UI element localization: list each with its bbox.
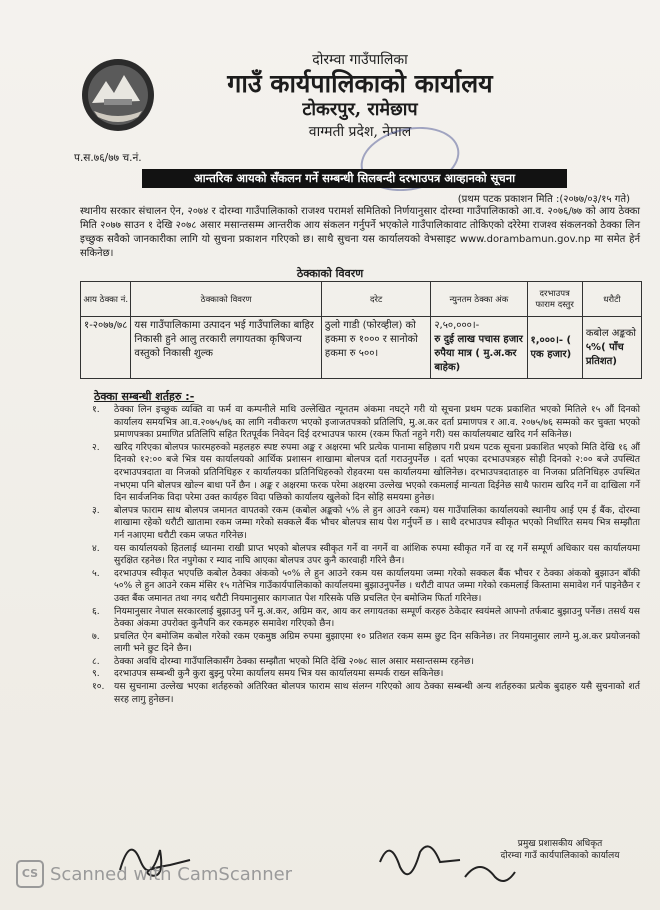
term-text: बोलपत्र फाराम साथ बोलपत्र जमानत वापतको रकम (कबोल अङ्कको ५% ले हुन आउने रकम) यस गाउँपालिका कार्यालयको स्थानीय आई एम ई बैंक, दोरम्वा शाखामा रहेको धरौटी खातामा रकम जम्मा गरेको सक्कले बैंक भौचर बोलपत्र साथ पेश गर्नुपर्ने छ । साथै दरभाउपत्र स्वीकृत भएको निर्धारित समय भित्र सम्झौता गर्न नआएमा धरौटी रकम जफत गरिनेछ। xyxy=(114,504,640,541)
signatory-title xyxy=(470,838,650,862)
term-number: ७. xyxy=(92,630,100,642)
cell-deposit xyxy=(582,317,641,379)
term-number: ४. xyxy=(92,542,100,554)
deposit-prefix: कबोल अङ्कको xyxy=(585,327,637,339)
list-item xyxy=(92,505,640,543)
term-text: यस कार्यालयको हितलाई ध्यानमा राखी प्राप्त भएको बोलपत्र स्वीकृत गर्ने वा नगर्ने वा आंशिक रुपमा स्वीकृत गर्ने वा रद्द गर्ने सम्पूर्ण अधिकार यस कार्यालयमा सुरक्षित रहनेछ। रित नपुगेका र म्याद नाघि आएका बोलपत्र उपर कुनै कारवाही गरिने छैन। xyxy=(114,542,640,567)
list-item xyxy=(92,681,640,706)
list-item xyxy=(92,668,640,681)
col-header-min-amount: न्युनतम ठेक्का अंक xyxy=(431,282,527,317)
col-header-deposit: धरौटी xyxy=(582,282,641,317)
term-number: २. xyxy=(92,441,100,453)
list-item xyxy=(92,656,640,669)
reference-number: प.स.७६/७७ च.नं. xyxy=(74,152,142,164)
term-text: दरभाउपत्र स्वीकृत भएपछि कबोल ठेक्का अंकको ५०% ले हुन आउने रकम यस कार्यालयमा जम्मा गरेको सक्कल बैंक भौचर र ठेक्का अंकको बुझाउन बाँकी ५०% ले हुन आउने रकम मंसिर १५ गतेभित्र गाउँकार्यपालिकाको कार्यालयमा बुझाउनुपर्नेछ । धरौटी वापत जम्मा गरेको रकमलाई किस्तामा समावेश गर्न पाइनेछैन र उक्त बैंक जमानत तथा नगद धरौटी नियमानुसार कागजात पेश गरिसके पछि प्रचलित ऐन बमोजिम फिर्ता गरिनेछ। xyxy=(114,567,641,604)
term-text: ठेक्का लिन इच्छुक व्यक्ति वा फर्म वा कम्पनीले माथि उल्लेखित न्यूनतम अंकमा नघट्ने गरी यो सूचना प्रथम पटक प्रकाशित भएको मितिले १५ औं दिनको कार्यालय समयभित्र आ.व.२०७५/७६ का लागि नवीकरण भएको इजाजतपत्रको प्रतिलिपि, मु.अ.कर दर्ता प्रमाणपत्र र आ.व. २०७५/७६ सम्मको कर चुक्ता भएको प्रमाणपत्रका प्रमाणित प्रतिलिपि सहित रितपूर्वक निवेदन दिई दरभाउपत्र फारम (रकम फिर्ता नहुने गरी) यस कार्यालयबाट खरिद गर्न सकिनेछ। xyxy=(114,404,640,441)
camscanner-logo-icon: CS xyxy=(16,860,44,888)
term-number: ९. xyxy=(92,668,100,680)
signatory-line1: प्रमुख प्रशासकीय अधिकृत xyxy=(517,839,603,849)
list-item xyxy=(92,442,640,505)
deposit-value: ५%( पाँच प्रतिशत) xyxy=(585,341,624,367)
term-text: खरिद गरिएका बोलपत्र फारमहरुको महलहरु स्पष्ट रुपमा अङ्क र अक्षरमा भरि प्रत्येक पानामा सहिछाप गरी प्रथम पटक सूचना प्रकाशित भएको मिति देखि १६ औं दिनको १२:०० बजे भित्र यस कार्यालयको आर्थिक प्रशासन शाखामा बोलपत्र दर्ता गराउनुपर्नेछ । दर्ता भएका दरभाउपत्रहरु सोही दिनको २:०० बजे उपस्थित दरभाउपत्रदाता वा निजको प्रतिनिधिहरु र कार्यालयका प्रतिनिधिहरुको रोहवरमा यस कार्यालयमा खोलिनेछ। दरभाउपत्रदाताहरु वा निजका प्रतिनिधिहरु उपस्थित नभएमा पनि बोलपत्र खोल्न बाधा पर्ने छैन । अङ्क र अक्षरमा फरक परेमा अक्षरमा उल्लेख भएको रकमलाई मान्यता दिईनेछ साथै फाराम खरिद गर्ने वा दाखिला गर्ने दिन सार्वजनिक विदा परेमा उक्त कार्यहरु विदा पछिको कार्यालय खुलेको दिन सोहि समयमा हुनेछ। xyxy=(114,441,640,504)
term-text: ठेक्का अवधि दोरम्वा गाउँपालिकासँग ठेक्का सम्झौता भएको मिति देखि २०७८ साल असार मसान्तसम्म रहनेछ। xyxy=(114,655,474,667)
signatory-line2: दोरम्वा गाउँ कार्यपालिकाको कार्यालय xyxy=(500,851,620,861)
publication-date: (प्रथम पटक प्रकाशन मिति :(२०७७/०३/१५ गते) xyxy=(457,194,630,205)
col-header-rate: दरेट xyxy=(321,282,430,317)
list-item xyxy=(92,404,640,442)
term-text: प्रचलित ऐन बमोजिम कबोल गरेको रकम एकमुष्ठ अग्रिम रुपमा बुझाएमा १० प्रतिशत रकम सम्म छुट दिन सकिनेछ। तर नियमानुसार लाग्ने मु.अ.कर प्रयोजनको लागी भने छुट दिने छैन। xyxy=(114,630,640,655)
col-header-form-fee: दरभाउपत्र फाराम दस्तुर xyxy=(527,282,582,317)
cell-form-fee: १,०००।- ( एक हजार) xyxy=(527,317,582,379)
table-header-row xyxy=(81,282,642,317)
province-line: वाग्मती प्रदेश, नेपाल xyxy=(308,124,412,140)
term-number: ६. xyxy=(92,605,100,617)
table-row xyxy=(81,317,642,379)
municipality-name: दोरम्वा गाउँपालिका xyxy=(312,52,408,68)
notice-title-banner: आन्तरिक आयको सँकलन गर्ने सम्बन्धी सिलबन्दी दरभाउपत्र आव्हानको सूचना xyxy=(142,169,567,188)
list-item xyxy=(92,543,640,568)
list-item xyxy=(92,568,640,606)
term-text: यस सुचनामा उल्लेख भएका शर्तहरुको अतिरिक्त बोलपत्र फाराम साथ संलग्न गरिएको आय ठेक्का सम्बन्धी अन्य शर्तहरुका प्रत्येक बुदाहरु यसै सुचनाको शर्त सरह लागु हुनेछन। xyxy=(114,681,640,705)
watermark-text: Scanned with CamScanner xyxy=(50,863,293,885)
term-number: १०. xyxy=(92,681,105,693)
list-item xyxy=(92,606,640,631)
col-header-description: ठेक्काको विवरण xyxy=(131,282,322,317)
cell-rate: ठुलो गाडी (फोरव्हील) को हकमा रु १००० र सानोको हकमा रु ५००। xyxy=(321,317,430,379)
list-item xyxy=(92,631,640,656)
term-text: दरभाउपत्र सम्बन्धी कुनै कुरा बुझ्नु परेमा कार्यालय समय भित्र यस कार्यालयमा सम्पर्क राख्न सकिनेछ। xyxy=(114,668,444,680)
cell-number: १-२०७७/७८ xyxy=(81,317,131,379)
cell-description: यस गाउँपालिकामा उत्पादन भई गाउँपालिका बाहिर निकासी हुने आलु तरकारी लगायतका कृषिजन्य वस्तुको निकासी शुल्क xyxy=(131,317,322,379)
table-title: ठेक्काको विवरण xyxy=(296,267,364,280)
terms-heading: ठेक्का सम्बन्धी शर्तहरु :- xyxy=(94,390,195,403)
term-number: ५. xyxy=(92,567,100,579)
term-text: नियमानुसार नेपाल सरकारलाई बुझाउनु पर्ने मु.अ.कर, अग्रिम कर, आय कर लगायतका सम्पूर्ण करहरु ठेकेदार स्वयंमले आफ्नो तर्फबाट बुझाउनु पर्नेछ। तसर्थ यस ठेक्का अंकमा उपरोक्त कुनैपनि कर रकमहरु समावेश गरिएको छैन। xyxy=(114,605,640,630)
nepal-emblem-icon xyxy=(78,55,158,135)
camscanner-watermark xyxy=(16,860,292,888)
col-header-number: आय ठेक्का नं. xyxy=(81,282,131,317)
office-title: गाउँ कार्यपालिकाको कार्यालय xyxy=(227,69,493,98)
cell-min-amount xyxy=(431,317,527,379)
term-number: ३. xyxy=(92,504,100,516)
terms-list xyxy=(92,404,640,706)
intro-paragraph: स्थानीय सरकार संचालन ऐन, २०७४ र दोरम्वा गाउँपालिकाको राजश्व परामर्श समितिको निर्णयानुसार दोरम्वा गाउँपालिकाको आ.व. २०७६/७७ को आय ठेक्का मिति २०७७ साउन १ देखि २०७८ असार मसान्तसम्म आन्तरीक आय संकलन गर्नुपर्ने भएकोले गाउँपालिकावाट तोकिएको दरेरेमा राजश्व संकलनको ठेक्का लिन इच्छुक सवैको जानकारीका लागि यो सुचना प्रकाशन गरिएको छ। साथै सुचना यस कार्यालयको वेभसाइट www.dorambamun.gov.np मा समेत हेर्न सकिनेछ। xyxy=(80,206,640,259)
term-number: ८. xyxy=(92,655,100,667)
office-location: टोकरपुर, रामेछाप xyxy=(302,99,418,120)
contract-table xyxy=(80,281,642,379)
min-amount-figure: २,५०,०००।- xyxy=(434,320,480,331)
term-number: १. xyxy=(92,404,100,415)
min-amount-words: रु दुई लाख पचास हजार रुपैया मात्र ( मु.अ.कर बाहेक) xyxy=(434,334,523,373)
